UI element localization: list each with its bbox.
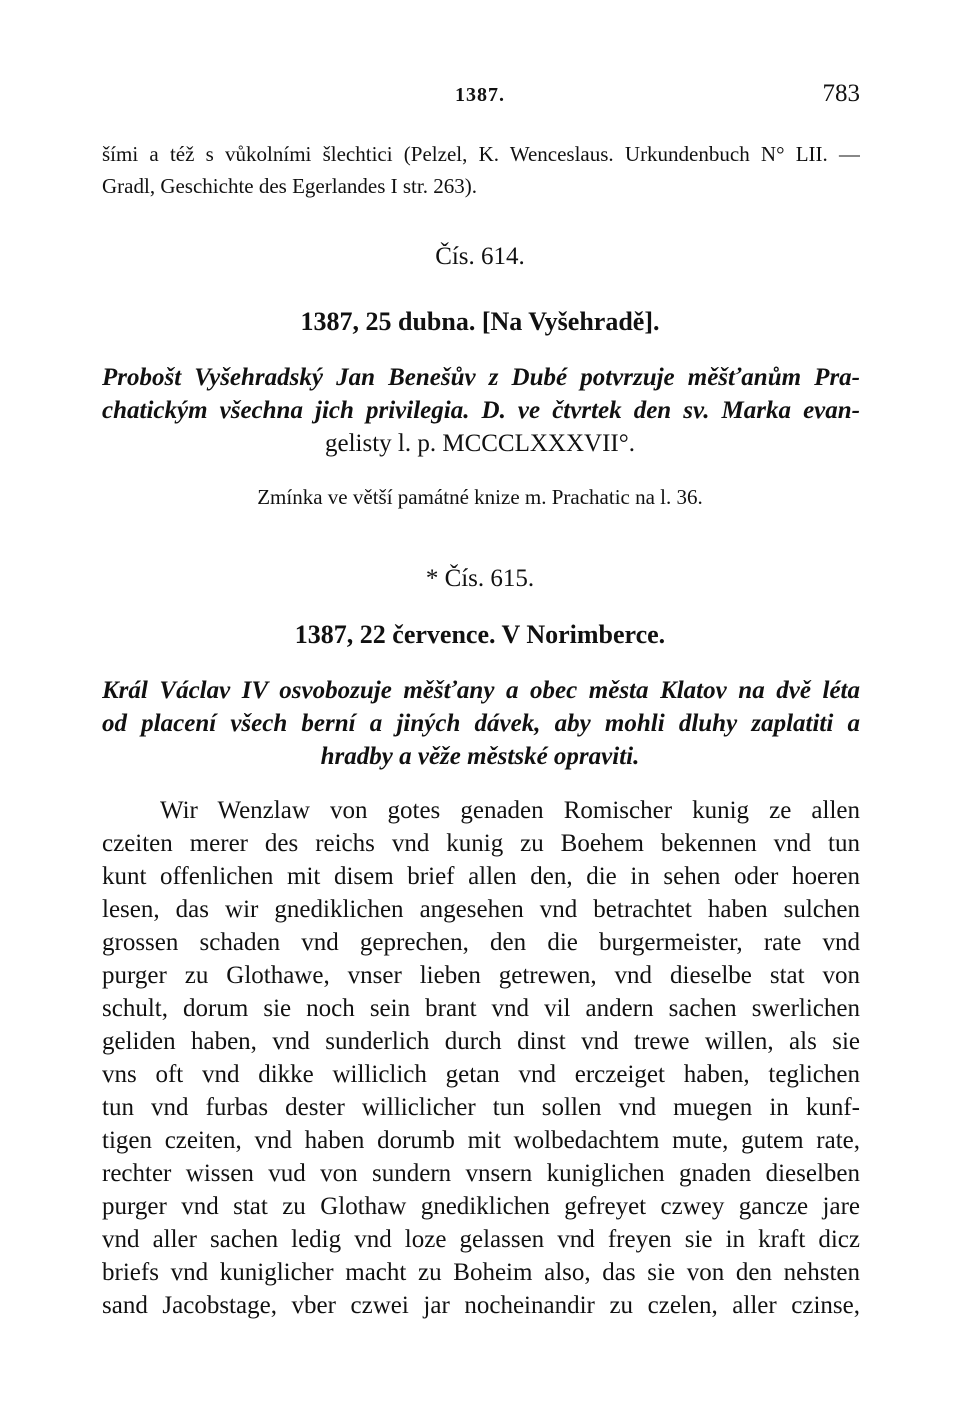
doc-614-regest-line: chatickým všechna jich privilegia. D. ve čtvrtek den sv. Marka evan- (102, 397, 860, 424)
running-head-year: 1387. (455, 84, 505, 106)
doc-615-regest-line: hradby a věže městské opraviti. (320, 743, 640, 770)
charter-text-line: kunt offenlichen mit disem brief allen den, die in sehen oder hoeren (102, 863, 860, 890)
doc-614-date: 1387, 25 dubna. [Na Vyšehradě]. (300, 307, 660, 336)
doc-615-regest-line: od placení všech berní a jiných dávek, aby mohli dluhy zaplatiti a (102, 710, 860, 737)
charter-text-line: grossen schaden vnd geprechen, den die burgermeister, rate vnd (102, 929, 860, 956)
charter-text-line: purger vnd stat zu Glothaw gnediklichen gefreyet czwey gancze jare (102, 1193, 860, 1220)
doc-614-note: Zmínka ve větší památné knize m. Prachatic na l. 36. (257, 485, 703, 509)
charter-text-line: schult, dorum sie noch sein brant vnd vil andern sachen swerlichen (102, 995, 860, 1022)
charter-text-line: vns oft vnd dikke williclich getan vnd erczeiget haben, teglichen (102, 1061, 860, 1088)
charter-text-line: czeiten merer des reichs vnd kunig zu Boehem bekennen vnd tun (102, 830, 860, 857)
charter-text-line: sand Jacobstage, vber czwei jar nocheinandir zu czelen, aller czinse, (102, 1292, 860, 1319)
charter-text-line: lesen, das wir gnediklichen angesehen vnd betrachtet haben sulchen (102, 896, 860, 923)
charter-text-line: geliden haben, vnd sunderlich durch dinst vnd trewe willen, als sie (102, 1028, 860, 1055)
charter-text-line: rechter wissen vud von sundern vnsern kuniglichen gnaden dieselben (102, 1160, 860, 1187)
intro-line: šími a též s vůkolními šlechtici (Pelzel, K. Wenceslaus. Urkundenbuch N° LII. — (102, 142, 860, 166)
charter-text-line: vnd aller sachen ledig vnd loze gelassen vnd freyen sie in kraft dicz (102, 1226, 860, 1253)
charter-text-line: Wir Wenzlaw von gotes genaden Romischer kunig ze allen (160, 797, 860, 824)
charter-text-line: purger zu Glothawe, vnser lieben getrewen, vnd dieselbe stat von (102, 962, 860, 989)
intro-line: Gradl, Geschichte des Egerlandes I str. 263). (102, 174, 477, 198)
doc-615-regest-line: Král Václav IV osvobozuje měšťany a obec města Klatov na dvě léta (102, 677, 860, 704)
page-header (100, 78, 860, 108)
doc-615-date: 1387, 22 července. V Norimberce. (294, 620, 666, 649)
charter-text-line: tun vnd furbas dester williclicher tun sollen vnd muegen in kunf- (102, 1094, 860, 1121)
doc-614-regest-line: gelisty l. p. MCCCLXXXVII°. (325, 430, 635, 457)
charter-text-line: briefs vnd kuniglicher macht zu Boheim also, das sie von den nehsten (102, 1259, 860, 1286)
page-number: 783 (822, 80, 860, 107)
charter-text-line: tigen czeiten, vnd haben dorumb mit wolbedachtem mute, gutem rate, (102, 1127, 860, 1154)
doc-615-number: * Čís. 615. (425, 565, 535, 592)
doc-614-number: Čís. 614. (435, 243, 525, 270)
doc-614-regest-line: Probošt Vyšehradský Jan Benešův z Dubé potvrzuje měšťanům Pra- (102, 364, 860, 391)
